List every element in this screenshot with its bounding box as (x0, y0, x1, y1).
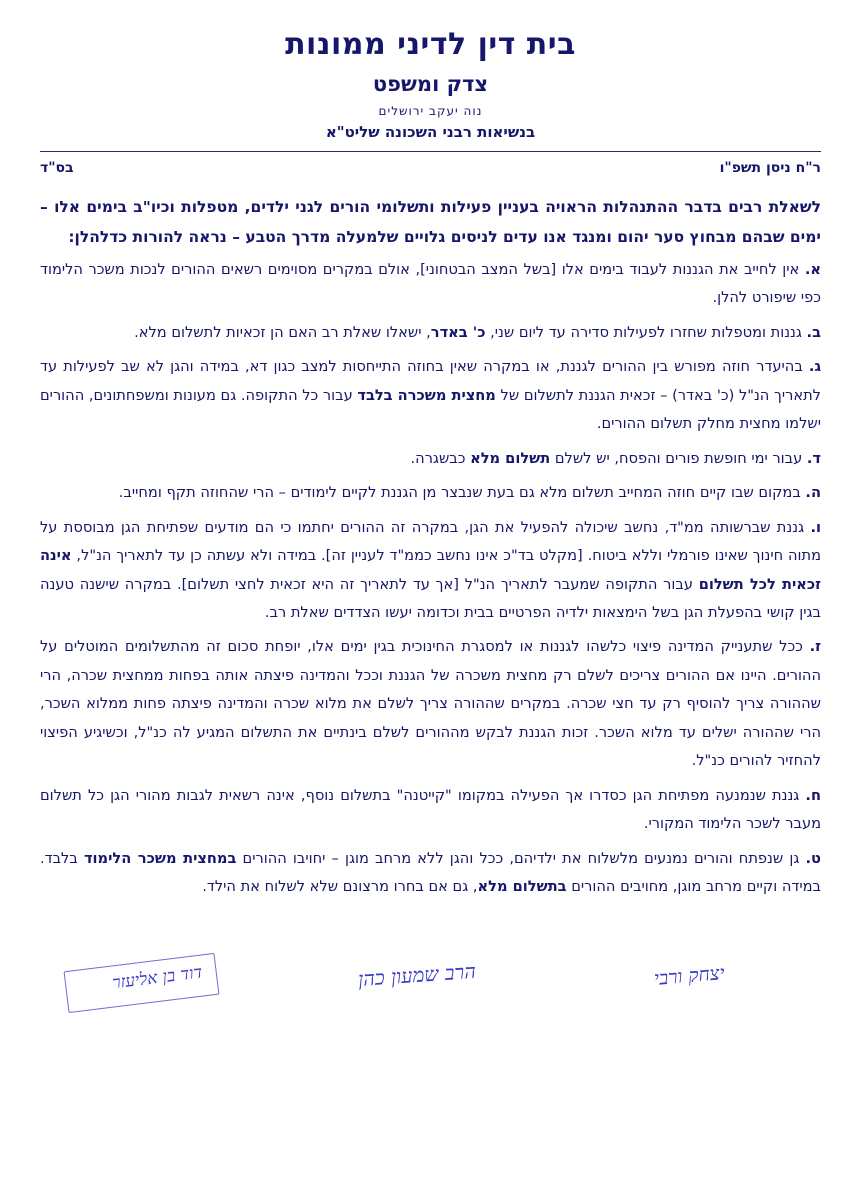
masthead (40, 26, 821, 141)
clause-item (40, 514, 821, 628)
meta-row (40, 160, 821, 176)
bs-d-label: בס"ד (40, 160, 74, 177)
clause-text: עבור ימי חופשת פורים והפסח, יש לשלם (550, 449, 803, 467)
clause-text: , ישאלו שאלת רב האם הן זכאיות לתשלום מלא. (134, 323, 431, 341)
clause-text: בהיעדר חוזה מפורש בין ההורים לגננת, או במקרה שאין בחוזה התייחסות למצב כגון דא, במידה והגן לא שב לפעילות עד לתאריך הנ"ל (כ' באדר) – זכאית הגננת לתשלום של (40, 358, 821, 404)
document-date: ר"ח ניסן תשפ"ו (719, 160, 821, 177)
clause-item (40, 256, 821, 313)
clause-emphasis: במחצית משכר הלימוד (83, 849, 237, 867)
clause-item (40, 353, 821, 438)
clause-text: במקום שבו קיים חוזה המחייב תשלום מלא גם בעת שנבצר מן הגננת לקיים לימודים – הרי שהחוזה תקף ומחייב. (118, 484, 801, 502)
clause-item (40, 445, 821, 473)
clause-emphasis: בתשלום מלא (477, 878, 567, 896)
signature-area (40, 916, 821, 993)
clause-item (40, 319, 821, 347)
clause-text: גננות ומטפלות שחזרו לפעילות סדירה עד ליום שני, (485, 323, 802, 341)
clause-text: כבשגרה. (410, 449, 471, 467)
clause-marker: ח. (805, 786, 821, 804)
clause-emphasis: תשלום מלא (470, 449, 551, 467)
clause-item (40, 479, 821, 507)
clause-emphasis: אינה זכאית לכל תשלום (40, 547, 821, 593)
clause-marker: ו. (810, 518, 821, 536)
clause-list (40, 256, 821, 902)
signature-center: הרב שמעון כהן (357, 958, 477, 991)
clause-marker: ב. (806, 323, 821, 341)
intro-paragraph: לשאלת רבים בדבר ההתנהלות הראויה בעניין פעילות ותשלומי הורים לגני ילדים, מטפלות וכיו"ב בימים אלו – ימים שבהם מבחוץ סער יהום ומנגד אנו עדים לניסים גלויים שלמעלה מדרך הטבע – נראה להורות כדלהלן: (40, 197, 821, 246)
document-presidency: בנשיאות רבני השכונה שליט"א (325, 123, 536, 142)
clause-marker: ט. (805, 849, 821, 867)
clause-marker: ג. (808, 358, 821, 376)
clause-item (40, 845, 821, 902)
clause-text: גננת שברשותה ממ"ד, נחשב שיכולה להפעיל את הגן, במקרה זה ההורים יחתמו כי הם מודעים שפתיחת הגן מבוססת על מתוה חינוך שאינו פורמלי וללא ביטוח. [מקלט בד"כ אינו נחשב כממ"ד לעניין זה]. במידה ולא עשתה כן עד לתאריך הנ"ל, (40, 518, 821, 565)
clause-text: גננת שנמנעה מפתיחת הגן כסדרו אך הפעילה במקומו "קייטנה" בתשלום נוסף, אינה רשאית לגבות מהורי הגן כל תשלום מעבר לשכר הלימוד המקורי. (40, 786, 821, 833)
signature-left: דוד בן אליעזר (111, 962, 204, 993)
clause-item (40, 782, 821, 839)
clause-item (40, 633, 821, 775)
clause-text: אין לחייב את הגננות לעבוד בימים אלו [בשל המצב הבטחוני], אולם במקרים מסוימים רשאים ההורים לנכות משכר הלימוד כפי שיפורט להלן. (40, 261, 821, 307)
document-location: נוה יעקב ירושלים (378, 103, 483, 118)
clause-text: גן שנפתח והורים נמנעים מלשלוח את ילדיהם, ככל והגן ללא מרחב מוגן – יחויבו ההורים (236, 849, 800, 867)
clause-text: עבור כל התקופה. גם מעונות ומשפחתונים, ההורים ישלמו מחצית מחלק תשלום ההורים. (40, 386, 821, 433)
document-subtitle: צדק ומשפט (372, 71, 489, 96)
clause-emphasis: מחצית משכרה בלבד (357, 386, 496, 404)
signature-right: יצחק ורבי (653, 961, 726, 990)
clause-marker: ז. (809, 638, 821, 656)
clause-emphasis: כ' באדר (430, 323, 486, 341)
clause-text: בלבד. במידה וקיים מרחב מוגן, מחויבים ההורים (40, 849, 821, 896)
clause-text: , גם אם בחרו מרצונם שלא לשלוח את הילד. (202, 878, 478, 896)
document-title: בית דין לדיני ממונות (285, 27, 576, 62)
clause-marker: א. (804, 261, 822, 279)
clause-text: ככל שתענייק המדינה פיצוי כלשהו לגננות או למסגרת החינוכית בגין ימים אלו, יופחת סכום זה מהתשלומים המוטלים על ההורים. היינו אם ההורים צריכים לשלם רק מחצית משכרה של הגננת וככל והמדינה פיצתה אותה בפחות ממחצית שכרה, הרי שההורה צריך להוסיף רק עד חצי שכרה. במקרים שההורה צריך לשלם את מלוא שכרה והמדינה פיצתה פחות ממלוא השכר, הרי שההורה ישלים עד מלוא השכר. זכות הגננת לבקש מההורים לשלם בינתיים את התשלום המגיע לה כנ"ל, וכשיגיע הפיצוי להחזיר להורים כנ"ל. (40, 638, 821, 770)
clause-marker: ה. (805, 484, 821, 502)
clause-text: עבור התקופה שמעבר לתאריך הנ"ל [אך עד לתאריך זה היא זכאית לחצי תשלום]. במקרה שישנה טענה בגין קושי בהפעלת הגן בשל הימצאות ילדיה הפרטיים בבית וכדומה יעשו הצדדים שאלת רב. (40, 575, 821, 621)
header-divider (40, 151, 821, 152)
clause-marker: ד. (806, 449, 821, 467)
